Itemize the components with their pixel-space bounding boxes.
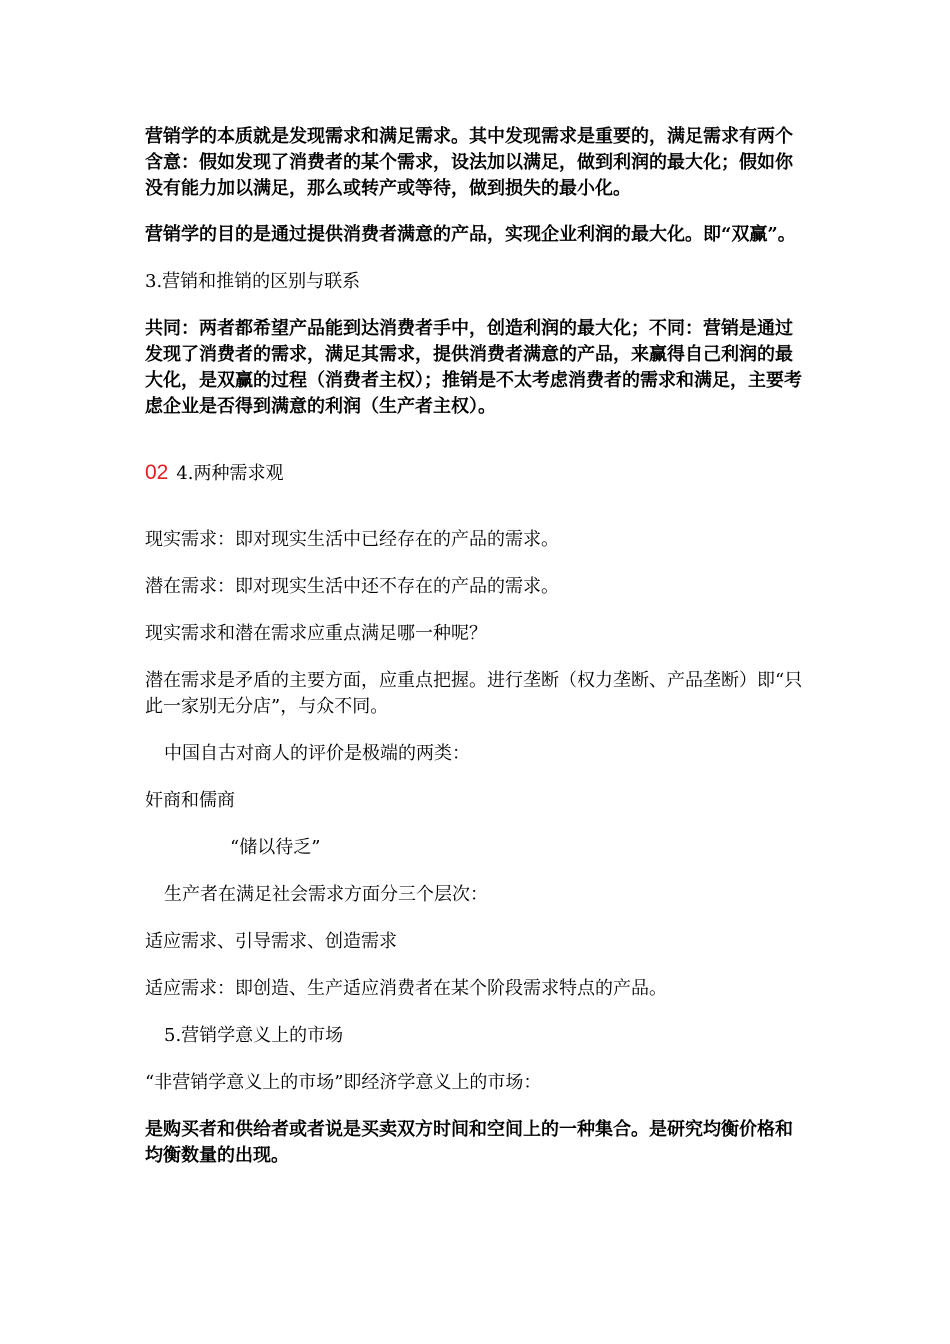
paragraph-real-demand: 现实需求：即对现实生活中已经存在的产品的需求。 xyxy=(145,529,559,550)
section-number: 02 xyxy=(145,461,169,484)
paragraph-potential-demand: 潜在需求：即对现实生活中还不存在的产品的需求。 xyxy=(145,576,559,597)
paragraph-producer-levels: 生产者在满足社会需求方面分三个层次： xyxy=(164,884,488,905)
heading-marketing-vs-selling: 3.营销和推销的区别与联系 xyxy=(145,271,361,292)
paragraph-three-levels: 适应需求、引导需求、创造需求 xyxy=(145,931,397,952)
paragraph-question: 现实需求和潜在需求应重点满足哪一种呢？ xyxy=(145,623,487,644)
document-body xyxy=(145,124,805,1169)
paragraph-market-definition: 是购买者和供给者或者说是买卖双方时间和空间上的一种集合。是研究均衡价格和均衡数量的出现。 xyxy=(145,1119,793,1166)
paragraph-quote: “储以待乏” xyxy=(230,837,321,858)
paragraph-marketing-essence: 营销学的本质就是发现需求和满足需求。其中发现需求是重要的，满足需求有两个含意：假如发现了消费者的某个需求，设法加以满足，做到利润的最大化；假如你没有能力加以满足，那么或转产或等待，做到损失的最小化。 xyxy=(145,126,793,199)
paragraph-merchant-evaluation: 中国自古对商人的评价是极端的两类： xyxy=(164,743,470,764)
heading-two-demand-views xyxy=(145,460,805,487)
paragraph-marketing-goal: 营销学的目的是通过提供消费者满意的产品，实现企业利润的最大化。即“双赢”。 xyxy=(145,224,796,245)
paragraph-common-and-difference: 共同：两者都希望产品能到达消费者手中，创造利润的最大化；不同：营销是通过发现了消费者的需求，满足其需求，提供消费者满意的产品，来赢得自己利润的最大化，是双赢的过程（消费者主权）；推销是不太考虑消费者的需求和满足，主要考虑企业是否得到满意的利润（生产者主权）。 xyxy=(145,318,802,417)
paragraph-merchant-types: 奸商和儒商 xyxy=(145,790,235,811)
paragraph-adapt-demand: 适应需求：即创造、生产适应消费者在某个阶段需求特点的产品。 xyxy=(145,978,667,999)
paragraph-non-marketing-market: “非营销学意义上的市场”即经济学意义上的市场： xyxy=(145,1072,542,1093)
heading-market-meaning: 5.营销学意义上的市场 xyxy=(164,1025,344,1046)
heading-text: 4.两种需求观 xyxy=(176,463,284,484)
paragraph-potential-focus: 潜在需求是矛盾的主要方面，应重点把握。进行垄断（权力垄断、产品垄断）即“只此一家别无分店”，与众不同。 xyxy=(145,670,803,717)
